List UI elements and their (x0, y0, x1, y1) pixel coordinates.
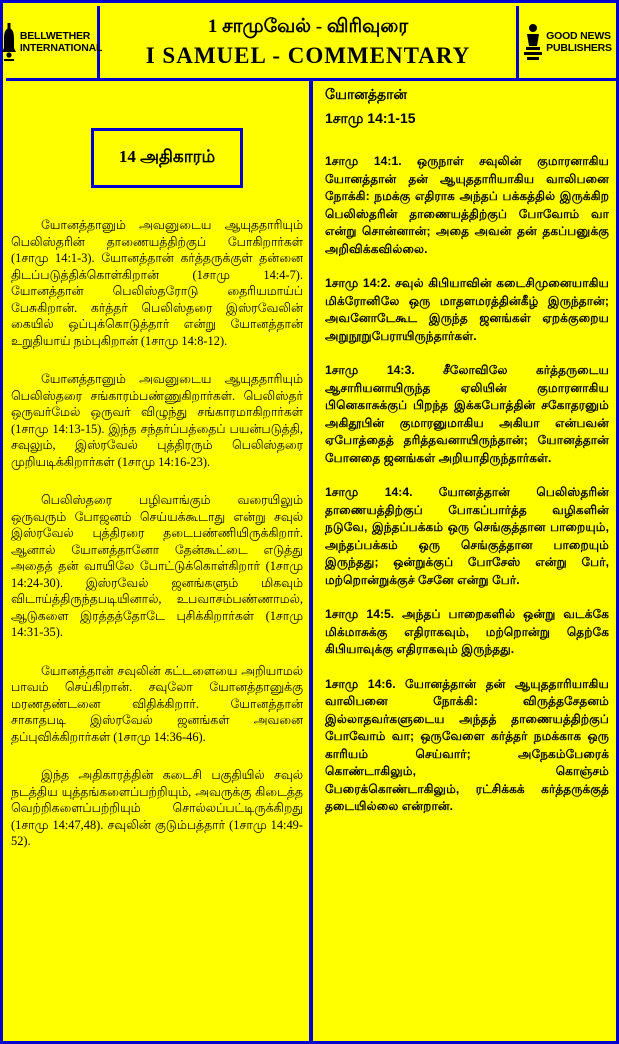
verse-text: 1சாமு 14:2. சவுல் கிபியாவின் கடைசிமுனையாகிய மிக்ரோனிலே ஒரு மாதளமரத்தின்கீழ் இருந்தான்; அவனோடேகூட இருந்த ஜனங்கள் ஏறக்குறைய அறுநூறுபேராயிருந்தார்கள். (325, 276, 609, 343)
summary-paragraph: யோனத்தானும் அவனுடைய ஆயுததாரியும் பெலிஸ்தரை சங்காரம்பண்ணுகிறார்கள். பெலிஸ்தர் ஒருவர்மேல் ஒருவர் விழுந்து சங்காரமாகிறார்கள் (1சாமு 14:13-15). இந்த சந்தர்ப்பத்தைப் பயன்படுத்தி, சவுலும், இஸ்ரவேல் புத்திரரும் பெலிஸ்தரை முறியடிக்கிறார்கள் (1சாமு 14:16-23). (11, 372, 303, 469)
bellwether-line2: INTERNATIONAL (19, 42, 103, 54)
verse-text: 1சாமு 14:5. அந்தப் பாறைகளில் ஒன்று வடக்கே மிக்மாசுக்கு எதிராகவும், மற்றொன்று தெற்கே கிபியாவுக்கு எதிராகவும் இருந்தது. (325, 607, 609, 656)
summary-paragraph: யோனத்தானும் அவனுடைய ஆயுததாரியும் பெலிஸ்தரின் தாணையத்திற்குப் போகிறார்கள் (1சாமு 14:1-3). யோனத்தான் கர்த்தருக்குள் தன்னை திடப்படுத்திக்கொள்கிறான் (1சாமு 14:4-7). யோனத்தான் பெலிஸ்தரோடு தைரியமாய்ப் பேசுகிறான். கர்த்தர் பெலிஸ்தரை இஸ்ரவேலின் கையில் ஒப்புக்கொடுத்தார் என்று யோனத்தான் உறுதியாய் நம்புகிறான் (1சாமு 14:8-12). (11, 218, 303, 348)
verse-text: 1சாமு 14:3. சீலோவிலே கர்த்தருடைய ஆசாரியனாயிருந்த ஏலியின் குமாரனாகிய பினெகாசுக்குப் பிறந்த இக்கபோத்தின் சகோதரனும் அகிதூபின் குமாரனுமாகிய அகியா என்பவன் ஏபோத்தைத் தரித்தவனாயிருந்தான்; யோனத்தான் போனதை ஜனங்கள் அறியாதிருந்தார்கள். (325, 363, 609, 465)
verse-text: 1சாமு 14:1. ஒருநாள் சவுலின் குமாரனாகிய யோனத்தான் தன் ஆயுததாரியாகிய வாலிபனை நோக்கி: நமக்கு எதிராக அந்தப் பக்கத்தில் இருக்கிற பெலிஸ்தரின் தாணையத்திற்குப் போவோம் வா என்று சொன்னான்; அதை அவன் தன் தகப்பனுக்கு அறிவிக்கவில்லை. (325, 154, 609, 256)
summary-paragraph: பெலிஸ்தரை பழிவாங்கும் வரையிலும் ஒருவரும் போஜனம் செய்யக்கூடாது என்று சவுல் இஸ்ரவேல் புத்திரரை தடைபண்ணியிருக்கிறார். ஆனால் யோனத்தானோ தேன்கூட்டை எடுத்து அதைத் தன் வாயிலே போட்டுக்கொள்கிறார் (1சாமு 14:24-30). இஸ்ரவேல் ஜனங்களும் மிகவும் விடாய்த்திருந்தபடியினால், உபவாசம்பண்ணாமல், ஆடுகளை இரத்தத்தோடே புசிக்கிறார்கள் (1சாமு 14:31-35). (11, 493, 303, 639)
bellwether-icon (1, 22, 17, 62)
summary-paragraph: இந்த அதிகாரத்தின் கடைசி பகுதியில் சவுல் நடத்திய யுத்தங்களைப்பற்றியும், அவருக்கு கிடைத்த வெற்றிகளைப்பற்றியும் சொல்லப்பட்டிருக்கிறது (1சாமு 14:47,48). சவுலின் குடும்பத்தார் (1சாமு 14:49-52). (11, 768, 303, 848)
good-news-icon (523, 22, 543, 62)
header (6, 6, 616, 81)
summary-paragraph: யோனத்தான் சவுலின் கட்டளையை அறியாமல் பாவம் செய்கிறான். சவுலோ யோனத்தானுக்கு மரணதண்டனை விதிக்கிறார். யோனத்தான் சாகாதபடி இஸ்ரவேல் ஜனங்கள் அவனை தப்புவிக்கிறார்கள் (1சாமு 14:36-46). (11, 663, 303, 744)
column-divider (309, 78, 313, 1044)
bellwether-logo (6, 6, 103, 78)
good-news-line1: GOOD NEWS (546, 30, 611, 42)
good-news-logo (516, 6, 616, 78)
bellwether-line1: BELLWETHER (19, 30, 91, 42)
verse-text: 1சாமு 14:4. யோனத்தான் பெலிஸ்தரின் தாணையத்திற்குப் போகப்பார்த்த வழிகளின் நடுவே, இந்தப்பக்கம் ஒரு செங்குத்தான பாறையும், அந்தப்பக்கம் ஒரு செங்குத்தான பாறையும் இருந்தது; ஒன்றுக்குப் போசேஸ் என்று பேர், மற்றொன்றுக்குச் சேனே என்று பேர். (325, 485, 609, 587)
chapter-heading: 14 அதிகாரம் (91, 128, 243, 188)
verse-text: 1சாமு 14:6. யோனத்தான் தன் ஆயுததாரியாகிய வாலிபனை நோக்கி: விருத்தசேதனம் இல்லாதவர்களுடைய அந்தத் தாணையத்திற்குப் போவோம் வா; ஒருவேளை கர்த்தர் நமக்காக ஒரு காரியம் செய்வார்; அநேகம்பேரைக் கொண்டாகிலும், கொஞ்சம் பேரைக்கொண்டாகிலும், ரட்சிக்கக் கர்த்தருக்குத் தடையில்லை என்றான். (325, 676, 609, 813)
passage-title: யோனத்தான் (325, 86, 407, 102)
chapter-summary (11, 217, 303, 872)
passage-reference: 1சாமு 14:1-15 (325, 110, 416, 126)
title-box (100, 6, 516, 78)
verse-list (325, 153, 609, 816)
title-english: I SAMUEL - COMMENTARY (145, 43, 471, 68)
left-column (11, 81, 303, 1041)
right-column (325, 85, 609, 1040)
good-news-line2: PUBLISHERS (546, 42, 612, 54)
title-tamil: 1 சாமுவேல் - விரிவுரை (207, 16, 409, 37)
